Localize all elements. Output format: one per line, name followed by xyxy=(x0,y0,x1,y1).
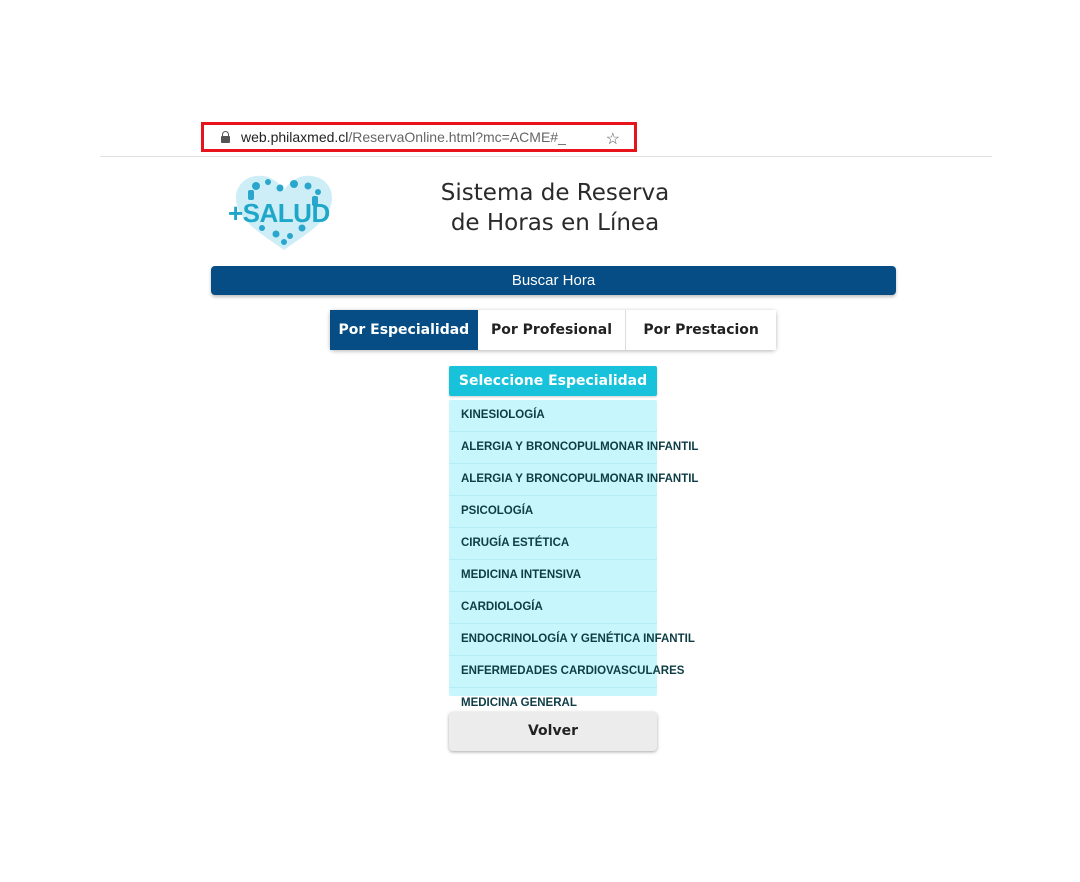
especialidad-header: Seleccione Especialidad xyxy=(449,366,657,396)
list-item[interactable]: ENDOCRINOLOGÍA Y GENÉTICA INFANTIL xyxy=(449,624,657,656)
title-line-2: de Horas en Línea xyxy=(450,210,660,236)
logo-text: +SALUD xyxy=(228,198,330,228)
lock-icon xyxy=(220,131,232,143)
list-item[interactable]: PSICOLOGÍA xyxy=(449,496,657,528)
list-item[interactable]: ALERGIA Y BRONCOPULMONAR INFANTIL xyxy=(449,464,657,496)
especialidad-list[interactable] xyxy=(449,400,699,709)
volver-button[interactable]: Volver xyxy=(449,712,657,751)
buscar-hora-bar: Buscar Hora xyxy=(211,266,896,295)
list-item[interactable]: ENFERMEDADES CARDIOVASCULARES xyxy=(449,656,657,688)
salud-logo xyxy=(222,170,346,252)
list-item[interactable]: CARDIOLOGÍA xyxy=(449,592,657,624)
tab-por-especialidad[interactable]: Por Especialidad xyxy=(330,310,478,350)
bookmark-star-icon[interactable]: ☆ xyxy=(605,131,620,148)
list-item[interactable]: ALERGIA Y BRONCOPULMONAR INFANTIL xyxy=(449,432,657,464)
list-item[interactable]: MEDICINA INTENSIVA xyxy=(449,560,657,592)
address-bar[interactable] xyxy=(201,122,637,152)
page-title xyxy=(400,178,710,238)
tab-por-prestacion[interactable]: Por Prestacion xyxy=(626,310,776,350)
url-host: web.philaxmed.cl xyxy=(241,129,349,145)
title-line-1: Sistema de Reserva xyxy=(440,180,670,206)
tab-por-profesional[interactable]: Por Profesional xyxy=(478,310,627,350)
url-path: /ReservaOnline.html?mc=ACME#_ xyxy=(348,129,566,145)
list-item[interactable]: MEDICINA GENERAL xyxy=(449,688,657,720)
list-item[interactable]: CIRUGÍA ESTÉTICA xyxy=(449,528,657,560)
search-mode-tabs xyxy=(330,310,776,350)
list-item[interactable]: KINESIOLOGÍA xyxy=(449,400,657,432)
browser-divider xyxy=(100,156,992,157)
